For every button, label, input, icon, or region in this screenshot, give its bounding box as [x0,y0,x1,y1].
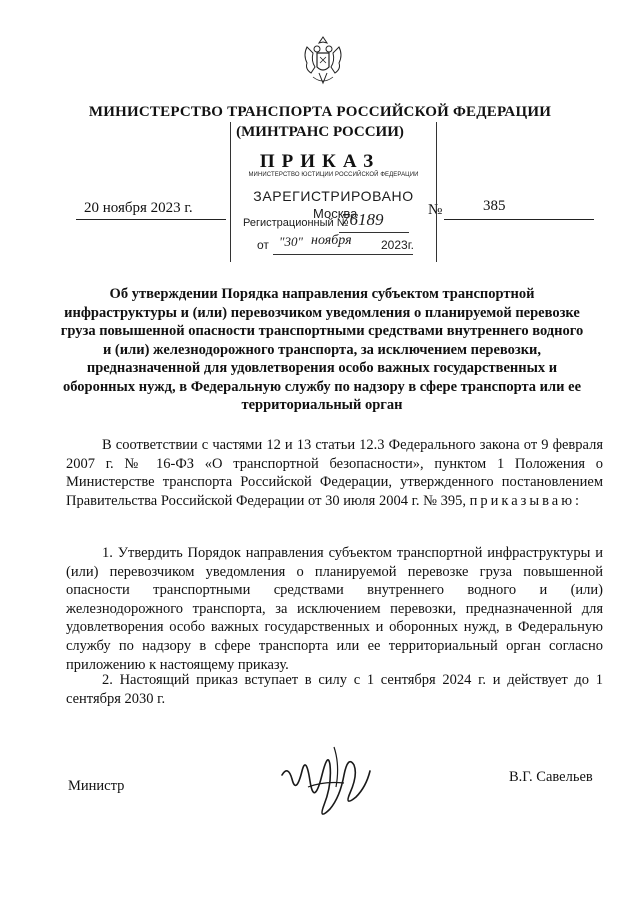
order-number: 385 [483,198,506,214]
stamp-date-underline [273,254,413,255]
signatory-name: В.Г. Савельев [509,769,593,785]
order-date: 20 ноября 2023 г. [84,200,193,216]
stamp-city: Москва [313,206,358,221]
stamp-date-year: 2023г. [381,238,414,252]
stamp-organization: МИНИСТЕРСТВО ЮСТИЦИИ РОССИЙСКОЙ ФЕДЕРАЦИИ [248,172,419,178]
order-subject: Об утверждении Порядка направления субъектом транспортной инфраструктуры и (или) перевозчиком уведомления о планируемой перевозке груза повышенной опасности транспортными средствами внутреннего водного и (или) железнодорожного транспорта, за исключением перевозки, предназначенной для удовлетворения особо важных государственных и оборонных нужд, в Федеральную службу по надзору в сфере транспорта или ее территориальный орган [60,286,584,413]
ministry-abbreviation: (МИНТРАНС РОССИИ) [236,124,404,140]
stamp-registered-label: ЗАРЕГИСТРИРОВАНО [253,188,414,204]
decree-word: приказываю: [469,492,583,509]
signatory-title: Министр [68,778,125,794]
item-2-paragraph [66,671,603,708]
item-1-text: 1. Утвердить Порядок направления субъектом транспортной инфраструктуры и (или) перевозчиком уведомления о планируемой перевозке груза повышенной опасности транспортными средствами внутреннего водного и (или) железнодорожного транспорта, за исключением перевозки, предназначенной для удовлетворения особо важных государственных и оборонных нужд, в Федеральную службу по надзору в сфере транспорта или ее территориальный орган согласно приложению к настоящему приказу. [66,545,603,673]
ministry-name: МИНИСТЕРСТВО ТРАНСПОРТА РОССИЙСКОЙ ФЕДЕРАЦИИ [88,104,552,120]
preamble-text: В соответствии с частями 12 и 13 статьи 12.3 Федерального закона от 9 февраля 2007 г. № 16-ФЗ «О транспортной безопасности», пунктом 1 Положения о Министерстве транспорта Российской Федерации, утвержденного постановлением Правительства Российской Федерации от 30 июля 2004 г. № 395, [66,437,603,509]
item-2-text: 2. Настоящий приказ вступает в силу с 1 сентября 2024 г. и действует до 1 сентября 2030 г. [66,672,603,707]
stamp-date-prefix: от [257,238,269,252]
order-title: ПРИКАЗ [259,151,381,172]
handwritten-signature-icon [274,735,384,830]
preamble-paragraph [66,436,603,510]
registration-stamp [230,122,437,262]
coat-of-arms-icon [299,33,347,89]
date-underline [76,219,226,220]
item-1-paragraph [66,544,603,674]
stamp-regnum-label: Регистрационный № [243,217,349,229]
number-underline [444,219,594,220]
stamp-registration-number: 76189 [341,210,384,229]
number-sign: № [428,202,443,218]
stamp-date-month: ноября [311,233,352,248]
stamp-date-day: "30" [279,234,303,249]
